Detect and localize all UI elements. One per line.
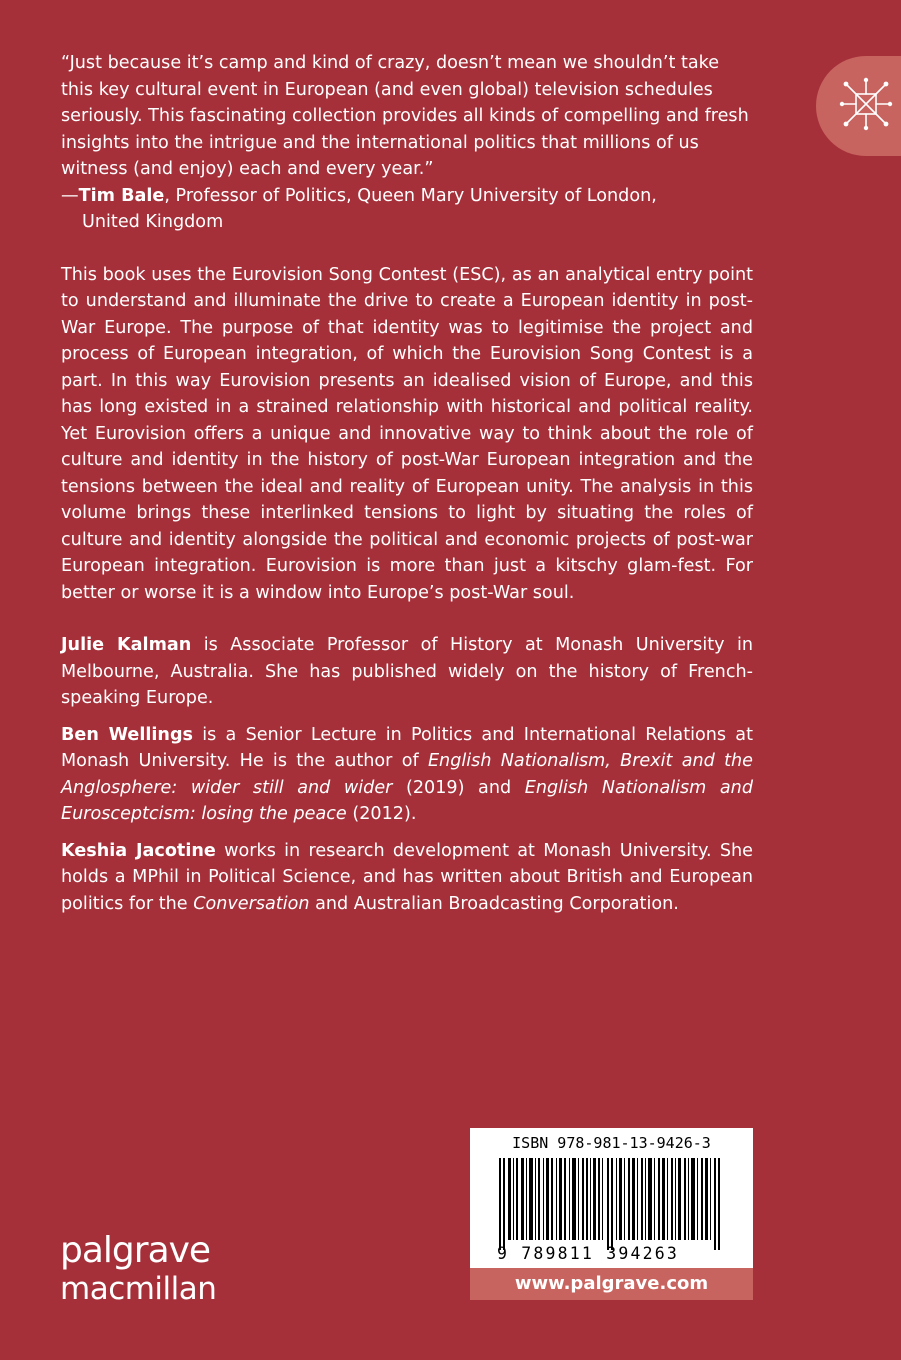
palgrave-network-icon	[838, 76, 894, 132]
author-bio-text: works in research development at Monash University. She holds a MPhil in Political Science, and has written about British and European politics for the	[61, 840, 753, 914]
publisher-name-line1: palgrave	[60, 1230, 211, 1271]
publisher-logo	[60, 1232, 216, 1308]
author-name: Ben Wellings	[61, 724, 194, 745]
author-bio-text: is Associate Professor of History at Monash University in Melbourne, Australia. She has published widely on the history of French-speaking Europe.	[61, 635, 753, 708]
author-bio-text: is a Senior Lecture in Politics and International Relations at Monash University. He is the author of	[61, 724, 753, 771]
author-bio	[61, 632, 753, 712]
book-title: English Nationalism and Eurosceptcism: losing the peace	[61, 777, 753, 824]
publisher-name-line2: macmillan	[60, 1271, 217, 1307]
author-name: Keshia Jacotine	[61, 840, 216, 861]
author-bio-text: (2019) and	[392, 777, 525, 798]
author-bio	[61, 722, 753, 828]
book-title: English Nationalism, Brexit and the Anglosphere: wider still and wider	[61, 751, 754, 798]
attribution-dash: —	[61, 185, 79, 206]
palgrave-logo-tab	[816, 56, 901, 156]
author-bio-text: and Australian Broadcasting Corporation.	[309, 893, 679, 914]
barcode-digits: 9 789811 394263	[497, 1244, 680, 1263]
back-cover-text	[61, 50, 753, 917]
isbn-label: ISBN 978-981-13-9426-3	[512, 1134, 711, 1152]
attribution-role-line2: United Kingdom	[82, 212, 224, 232]
publisher-url[interactable]: www.palgrave.com	[470, 1268, 753, 1300]
attribution-name: Tim Bale	[78, 185, 165, 206]
attribution-role: , Professor of Politics, Queen Mary University of London,	[164, 185, 657, 206]
endorsement-attribution	[61, 183, 753, 236]
barcode-icon	[499, 1158, 725, 1250]
endorsement-quote: “Just because it’s camp and kind of crazy, doesn’t mean we shouldn’t take this key cultural event in European (and even global) television schedules seriously. This fascinating collection provides all kinds of compelling and fresh insights into the intrigue and the international politics that millions of us witness (and enjoy) each and every year.”	[61, 53, 749, 179]
book-description: This book uses the Eurovision Song Contest (ESC), as an analytical entry point to understand and illuminate the drive to create a European identity in post-War Europe. The purpose of that identity was to legitimise the project and process of European integration, of which the Eurovision Song Contest is a part. In this way Eurovision presents an idealised vision of Europe, and this has long existed in a strained relationship with historical and political reality. Yet Eurovision offers a unique and innovative way to think about the role of culture and identity in the history of post-War European integration and the tensions between the ideal and reality of European unity. The analysis in this volume brings these interlinked tensions to light by situating the roles of culture and identity alongside the political and economic projects of post-war European integration. Eurovision is more than just a kitschy glam-fest. For better or worse it is a window into Europe’s post-War soul.	[61, 264, 753, 603]
barcode-box	[470, 1128, 753, 1268]
author-name: Julie Kalman	[61, 635, 192, 655]
author-bio-text: (2012).	[346, 804, 417, 824]
author-bio	[61, 838, 753, 918]
publication-title: Conversation	[193, 893, 310, 914]
